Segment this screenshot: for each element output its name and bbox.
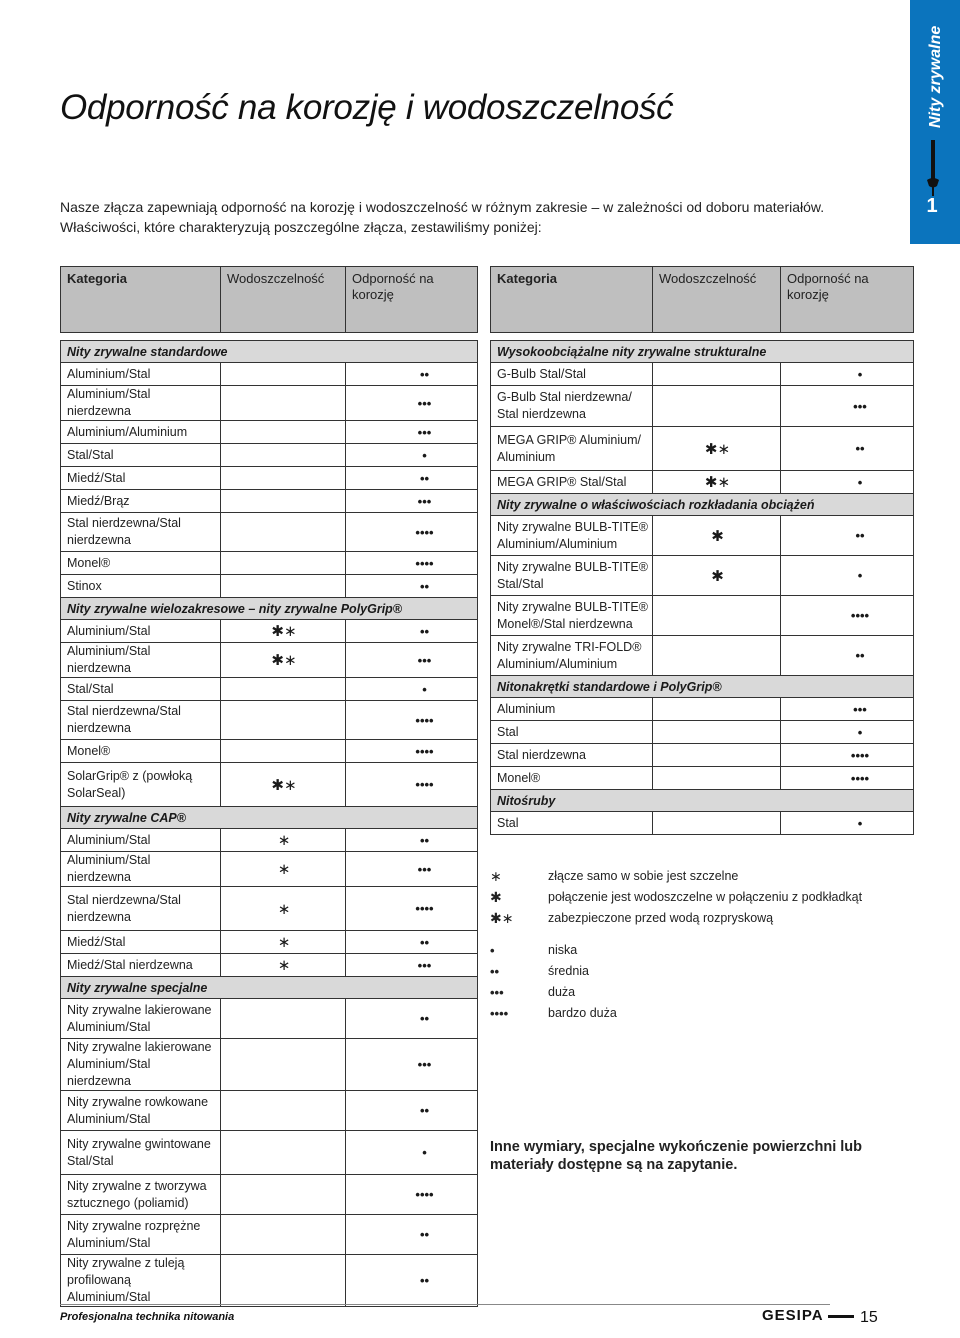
material-name: Nity zrywalne BULB-TITE® Monel®/Stal nierdzewna: [491, 596, 653, 636]
legend: [488, 866, 908, 1024]
corrosion-rating: •••: [346, 852, 478, 887]
section-title: Nity zrywalne wielozakresowe – nity zrywalne PolyGrip®: [61, 598, 478, 620]
section-title: Nity zrywalne specjalne: [61, 977, 478, 999]
table-row: [491, 471, 914, 494]
water-rating: ✱∗: [653, 427, 781, 471]
material-name: Aluminium/Stal: [61, 363, 221, 386]
corrosion-rating: •••: [346, 421, 478, 444]
material-name: Stinox: [61, 575, 221, 598]
table-row: [61, 1255, 478, 1307]
corrosion-rating: ••••: [781, 744, 914, 767]
material-name: Stal: [491, 721, 653, 744]
water-rating: ✱: [653, 556, 781, 596]
col-header-corrosion: Odporność na korozję: [346, 267, 478, 333]
table-row: [61, 931, 478, 954]
material-name: Nity zrywalne z tuleją profilowaną Aluminium/Stal: [61, 1255, 221, 1307]
corrosion-rating: ••••: [346, 763, 478, 807]
legend-item: [488, 961, 908, 982]
material-name: Monel®: [491, 767, 653, 790]
table-row: [61, 513, 478, 552]
section-header: [491, 494, 914, 516]
material-name: Stal nierdzewna/Stal nierdzewna: [61, 513, 221, 552]
material-name: Stal nierdzewna/Stal nierdzewna: [61, 701, 221, 740]
col-header-corrosion: Odporność na korozję: [781, 267, 914, 333]
corrosion-rating: ••: [346, 999, 478, 1039]
table-row: [61, 1039, 478, 1091]
page-number: 15: [860, 1309, 878, 1326]
water-rating: ✱∗: [221, 620, 346, 643]
legend-symbol: ••••: [490, 1006, 509, 1021]
water-rating: [221, 999, 346, 1039]
corrosion-rating: •••: [346, 954, 478, 977]
water-rating: [653, 596, 781, 636]
material-name: Miedź/Stal: [61, 931, 221, 954]
water-rating: [653, 812, 781, 835]
table-row: [491, 596, 914, 636]
col-header-water: Wodoszczelność: [653, 267, 781, 333]
material-name: Nity zrywalne z tworzywa sztucznego (poliamid): [61, 1175, 221, 1215]
legend-item: [488, 908, 908, 929]
water-rating: ✱∗: [653, 471, 781, 494]
water-rating: [221, 1175, 346, 1215]
corrosion-rating: ••••: [346, 1175, 478, 1215]
corrosion-rating: •••: [346, 1039, 478, 1091]
chapter-number: 1: [926, 195, 938, 217]
water-rating: [221, 467, 346, 490]
water-rating: [653, 386, 781, 427]
legend-symbol: •: [490, 943, 495, 958]
table-row: [61, 490, 478, 513]
corrosion-rating: ••••: [346, 701, 478, 740]
table-row: [61, 575, 478, 598]
water-rating: [221, 552, 346, 575]
table-row: [61, 829, 478, 852]
water-rating: ✱: [653, 516, 781, 556]
water-rating: ∗: [221, 954, 346, 977]
table-row: [61, 552, 478, 575]
corrosion-rating: ••: [346, 829, 478, 852]
table-row: [491, 812, 914, 835]
material-name: Nity zrywalne BULB-TITE® Aluminium/Aluminium: [491, 516, 653, 556]
legend-symbol: ✱∗: [490, 910, 514, 926]
corrosion-rating: •••: [346, 386, 478, 421]
legend-text: niska: [548, 943, 578, 957]
material-name: Nity zrywalne lakierowane Aluminium/Stal: [61, 999, 221, 1039]
corrosion-rating: ••: [346, 620, 478, 643]
footer-text: Profesjonalna technika nitowania: [60, 1311, 235, 1323]
col-header-water: Wodoszczelność: [221, 267, 346, 333]
table-row: [61, 467, 478, 490]
section-title: Nity zrywalne standardowe: [61, 341, 478, 363]
water-rating: ✱∗: [221, 763, 346, 807]
water-rating: [221, 575, 346, 598]
water-rating: [221, 386, 346, 421]
water-rating: [653, 636, 781, 676]
material-name: Nity zrywalne TRI-FOLD® Aluminium/Aluminium: [491, 636, 653, 676]
material-name: Miedź/Stal nierdzewna: [61, 954, 221, 977]
right-table: [490, 266, 914, 835]
material-name: Miedź/Brąz: [61, 490, 221, 513]
table-row: [61, 363, 478, 386]
material-name: SolarGrip® z (powłoką SolarSeal): [61, 763, 221, 807]
material-name: Monel®: [61, 552, 221, 575]
section-title: Nitośruby: [491, 790, 914, 812]
legend-item: [488, 866, 908, 887]
corrosion-rating: ••: [346, 1215, 478, 1255]
water-rating: [221, 363, 346, 386]
availability-note: Inne wymiary, specjalne wykończenie powierzchni lub materiały dostępne są na zapytanie.: [490, 1139, 863, 1173]
table-row: [61, 678, 478, 701]
corrosion-rating: ••: [346, 467, 478, 490]
water-rating: [653, 721, 781, 744]
corrosion-rating: ••••: [346, 740, 478, 763]
intro-paragraph: Nasze złącza zapewniają odporność na korozję i wodoszczelność w różnym zakresie – w zależności od doboru materiałów. Właściwości, które charakteryzują poszczególne złącza, zestawiliśmy poniżej:: [60, 199, 825, 235]
water-rating: [221, 1255, 346, 1307]
rivet-icon: [926, 140, 940, 196]
logo-bar-icon: [828, 1315, 854, 1318]
section-header: [61, 341, 478, 363]
corrosion-rating: ••: [781, 636, 914, 676]
left-table: [60, 266, 478, 1307]
water-rating: [221, 444, 346, 467]
table-row: [61, 740, 478, 763]
table-row: [61, 763, 478, 807]
table-row: [491, 698, 914, 721]
section-header: [61, 977, 478, 999]
table-row: [491, 721, 914, 744]
water-rating: ∗: [221, 852, 346, 887]
material-name: Nity zrywalne rowkowane Aluminium/Stal: [61, 1091, 221, 1131]
material-name: Stal: [491, 812, 653, 835]
col-header-category: Kategoria: [491, 267, 653, 333]
water-rating: [221, 421, 346, 444]
section-header: [491, 341, 914, 363]
footer-divider: [60, 1304, 830, 1305]
corrosion-rating: •: [781, 812, 914, 835]
corrosion-rating: •: [781, 556, 914, 596]
table-row: [61, 887, 478, 931]
table-row: [61, 421, 478, 444]
table-row: [491, 636, 914, 676]
page-title: Odporność na korozję i wodoszczelność: [60, 88, 674, 127]
water-rating: [221, 1091, 346, 1131]
corrosion-rating: •: [781, 471, 914, 494]
material-name: Aluminium/Stal: [61, 620, 221, 643]
corrosion-rating: ••: [346, 931, 478, 954]
material-name: G-Bulb Stal nierdzewna/ Stal nierdzewna: [491, 386, 653, 427]
legend-symbol: •••: [490, 985, 504, 1000]
material-name: G-Bulb Stal/Stal: [491, 363, 653, 386]
table-row: [61, 852, 478, 887]
brand-logo: [762, 1307, 854, 1324]
water-rating: [653, 363, 781, 386]
water-rating: [221, 1039, 346, 1091]
table-row: [61, 643, 478, 678]
corrosion-rating: ••••: [346, 552, 478, 575]
legend-text: średnia: [548, 964, 589, 978]
corrosion-rating: •••: [346, 643, 478, 678]
material-name: Nity zrywalne BULB-TITE® Stal/Stal: [491, 556, 653, 596]
section-title: Nity zrywalne CAP®: [61, 807, 478, 829]
legend-symbol: ••: [490, 964, 500, 979]
table-row: [491, 386, 914, 427]
section-title: Nitonakrętki standardowe i PolyGrip®: [491, 676, 914, 698]
water-rating: [221, 490, 346, 513]
material-name: Aluminium: [491, 698, 653, 721]
material-name: Stal nierdzewna: [491, 744, 653, 767]
legend-symbol: ∗: [490, 868, 502, 884]
material-name: Nity zrywalne gwintowane Stal/Stal: [61, 1131, 221, 1175]
table-row: [61, 620, 478, 643]
material-name: Miedź/Stal: [61, 467, 221, 490]
water-rating: [221, 1215, 346, 1255]
corrosion-rating: ••: [346, 575, 478, 598]
legend-item: [488, 940, 908, 961]
corrosion-rating: •••: [781, 386, 914, 427]
corrosion-rating: •: [346, 1131, 478, 1175]
material-name: Stal/Stal: [61, 678, 221, 701]
corrosion-rating: •: [781, 363, 914, 386]
table-row: [491, 556, 914, 596]
corrosion-rating: •: [346, 678, 478, 701]
legend-symbol: ✱: [490, 889, 502, 905]
section-header: [61, 598, 478, 620]
legend-item: [488, 887, 908, 908]
material-name: Stal/Stal: [61, 444, 221, 467]
corrosion-rating: ••••: [346, 887, 478, 931]
table-row: [491, 516, 914, 556]
table-row: [61, 999, 478, 1039]
material-name: Nity zrywalne lakierowane Aluminium/Stal nierdzewna: [61, 1039, 221, 1091]
water-rating: [221, 1131, 346, 1175]
section-header: [491, 676, 914, 698]
corrosion-rating: ••••: [346, 513, 478, 552]
table-row: [61, 701, 478, 740]
legend-text: połączenie jest wodoszczelne w połączeniu z podkładkąt: [548, 890, 863, 904]
table-row: [61, 386, 478, 421]
water-rating: ✱∗: [221, 643, 346, 678]
col-header-category: Kategoria: [61, 267, 221, 333]
table-row: [491, 363, 914, 386]
table-row: [61, 1131, 478, 1175]
water-rating: [653, 767, 781, 790]
water-rating: ∗: [221, 829, 346, 852]
material-name: Monel®: [61, 740, 221, 763]
table-row: [491, 744, 914, 767]
table-row: [61, 1091, 478, 1131]
legend-item: [488, 982, 908, 1003]
corrosion-rating: ••: [781, 427, 914, 471]
material-name: Aluminium/Stal: [61, 829, 221, 852]
corrosion-rating: ••: [346, 1091, 478, 1131]
material-name: MEGA GRIP® Stal/Stal: [491, 471, 653, 494]
table-row: [61, 444, 478, 467]
chapter-tab: [910, 0, 960, 244]
legend-text: duża: [548, 985, 576, 999]
material-name: Stal nierdzewna/Stal nierdzewna: [61, 887, 221, 931]
legend-text: złącze samo w sobie jest szczelne: [548, 869, 739, 883]
material-name: Aluminium/Stal nierdzewna: [61, 643, 221, 678]
corrosion-rating: ••: [346, 363, 478, 386]
water-rating: [221, 513, 346, 552]
corrosion-rating: ••••: [781, 596, 914, 636]
material-name: MEGA GRIP® Aluminium/ Aluminium: [491, 427, 653, 471]
water-rating: [653, 744, 781, 767]
legend-text: bardzo duża: [548, 1006, 617, 1020]
section-title: Wysokoobciążalne nity zrywalne strukturalne: [491, 341, 914, 363]
section-header: [491, 790, 914, 812]
legend-text: zabezpieczone przed wodą rozpryskową: [548, 911, 774, 925]
material-name: Aluminium/Aluminium: [61, 421, 221, 444]
water-rating: [221, 678, 346, 701]
brand-name: GESIPA: [762, 1307, 824, 1324]
table-row: [61, 1175, 478, 1215]
corrosion-rating: •••: [346, 490, 478, 513]
corrosion-rating: •••: [781, 698, 914, 721]
corrosion-rating: •: [346, 444, 478, 467]
table-row: [61, 954, 478, 977]
table-row: [61, 1215, 478, 1255]
corrosion-rating: •: [781, 721, 914, 744]
water-rating: [221, 740, 346, 763]
material-name: Aluminium/Stal nierdzewna: [61, 386, 221, 421]
table-row: [491, 427, 914, 471]
water-rating: [653, 698, 781, 721]
legend-item: [488, 1003, 908, 1024]
material-name: Aluminium/Stal nierdzewna: [61, 852, 221, 887]
water-rating: [221, 701, 346, 740]
section-header: [61, 807, 478, 829]
water-rating: ∗: [221, 931, 346, 954]
corrosion-rating: ••: [781, 516, 914, 556]
material-name: Nity zrywalne rozprężne Aluminium/Stal: [61, 1215, 221, 1255]
water-rating: ∗: [221, 887, 346, 931]
table-row: [491, 767, 914, 790]
section-title: Nity zrywalne o właściwościach rozkładania obciążeń: [491, 494, 914, 516]
corrosion-rating: ••: [346, 1255, 478, 1307]
chapter-label: Nity zrywalne: [927, 26, 944, 129]
corrosion-rating: ••••: [781, 767, 914, 790]
